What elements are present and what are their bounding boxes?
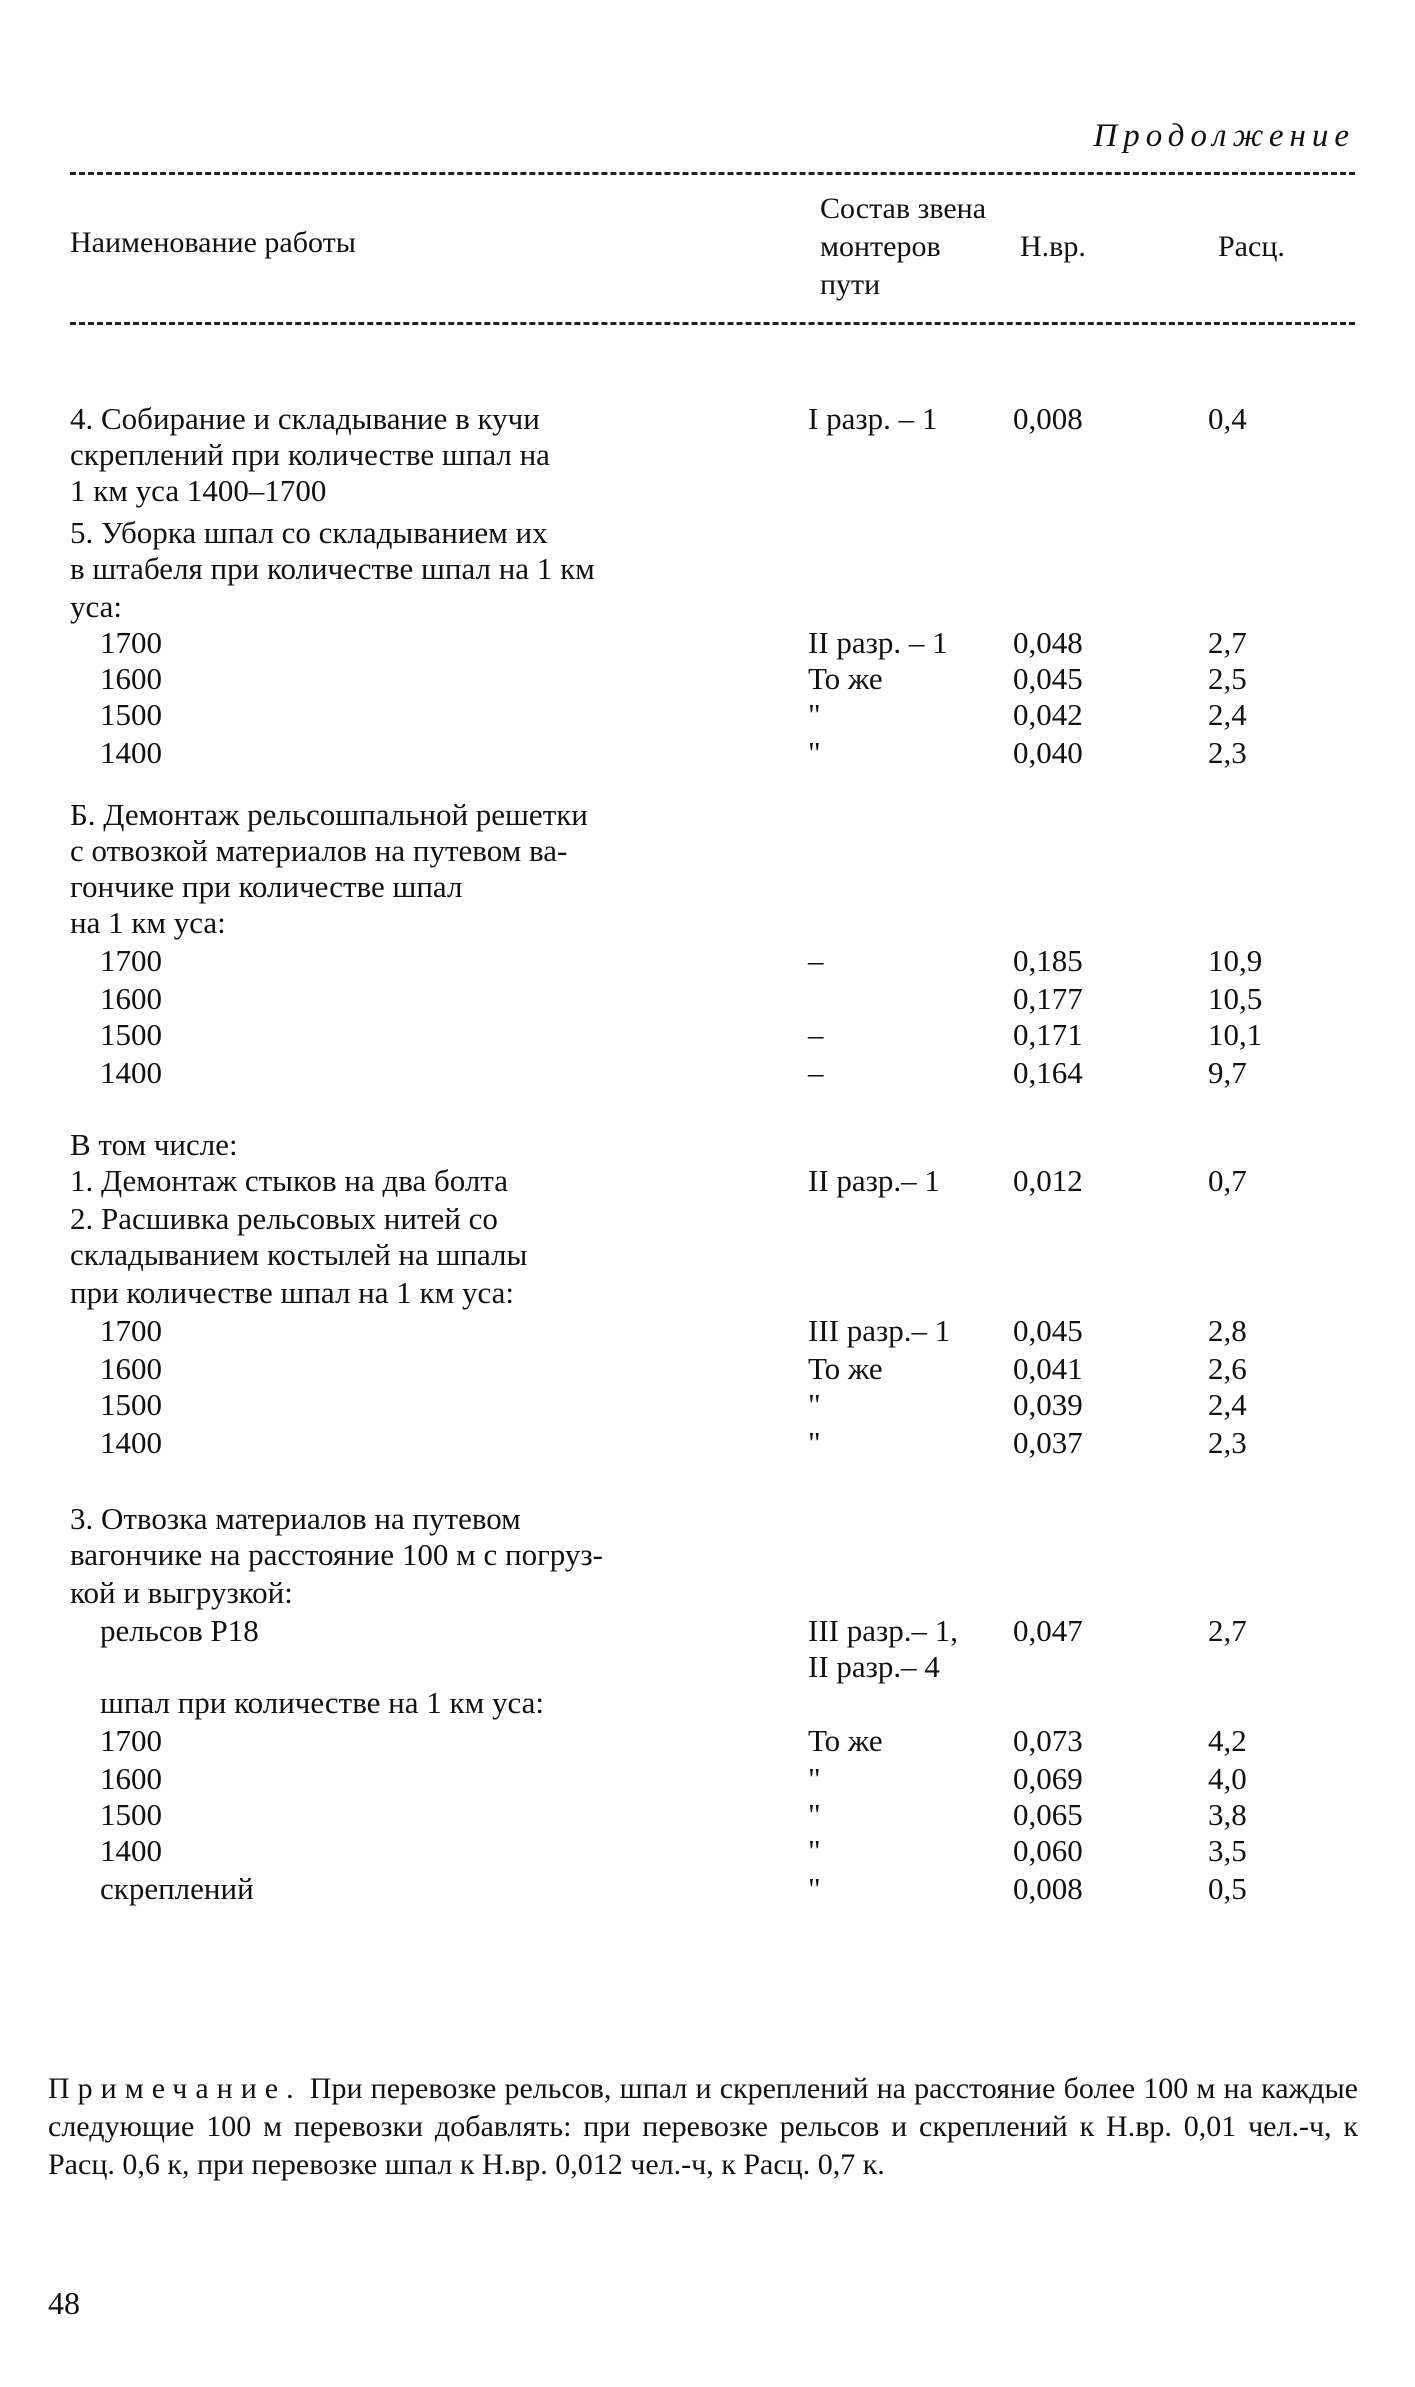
crew-cell: I разр. – 1 xyxy=(808,401,938,436)
work-name-cell: 1700 xyxy=(100,625,162,660)
work-name-cell: 1500 xyxy=(100,1387,162,1422)
time-norm-cell: 0,037 xyxy=(1013,1425,1083,1460)
crew-cell: То же xyxy=(808,1723,883,1758)
table-row xyxy=(0,832,1415,870)
work-name-cell: 1 км уса 1400–1700 xyxy=(70,473,327,508)
work-name-cell: 1600 xyxy=(100,1351,162,1386)
table-row xyxy=(0,400,1415,438)
work-name-cell: 2. Расшивка рельсовых нитей со xyxy=(70,1201,498,1236)
rate-cell: 2,4 xyxy=(1208,697,1247,732)
header-crew-line: монтеров xyxy=(820,230,941,263)
table-row xyxy=(0,1574,1415,1612)
table-row xyxy=(0,1722,1415,1760)
rate-cell: 4,0 xyxy=(1208,1761,1247,1796)
crew-cell: – xyxy=(808,943,824,978)
work-name-cell: 5. Уборка шпал со складыванием их xyxy=(70,515,548,550)
time-norm-cell: 0,008 xyxy=(1013,401,1083,436)
table-row xyxy=(0,980,1415,1018)
crew-cell: " xyxy=(808,1425,821,1460)
rate-cell: 10,5 xyxy=(1208,981,1263,1016)
rate-cell: 3,5 xyxy=(1208,1833,1247,1868)
table-row xyxy=(0,1536,1415,1574)
time-norm-cell: 0,045 xyxy=(1013,1313,1083,1348)
rate-cell: 2,5 xyxy=(1208,661,1247,696)
work-name-cell: 1400 xyxy=(100,1425,162,1460)
rate-cell: 2,8 xyxy=(1208,1313,1247,1348)
table-row xyxy=(0,1126,1415,1164)
work-name-cell: 1400 xyxy=(100,1833,162,1868)
continuation-label: Продолжение xyxy=(1093,118,1355,154)
time-norm-cell: 0,185 xyxy=(1013,943,1083,978)
table-row xyxy=(0,1386,1415,1424)
rate-cell: 2,3 xyxy=(1208,735,1247,770)
work-name-cell: 1500 xyxy=(100,1017,162,1052)
table-row xyxy=(0,1350,1415,1388)
work-name-cell: складыванием костылей на шпалы xyxy=(70,1237,528,1272)
rate-cell: 0,5 xyxy=(1208,1871,1247,1906)
page-number: 48 xyxy=(48,2285,80,2321)
crew-cell: " xyxy=(808,1387,821,1422)
table-row xyxy=(0,696,1415,734)
work-name-cell: 1700 xyxy=(100,1313,162,1348)
time-norm-cell: 0,171 xyxy=(1013,1017,1083,1052)
table-row xyxy=(0,1016,1415,1054)
rate-cell: 10,9 xyxy=(1208,943,1263,978)
note-text: При перевозке рельсов, шпал и скреплений на расстояние более 100 м на каждые следующие 100 м перевозки добавлять: при перевозке рельсов и скреплений к Н.вр. 0,01 чел.-ч, к Расц. 0,6 к, при перевозке шпал к Н.вр. 0,012 чел.-ч, к Расц. 0,7 к. xyxy=(48,2072,1359,2181)
crew-cell: II разр. – 1 xyxy=(808,625,948,660)
crew-cell: " xyxy=(808,1833,821,1868)
rate-cell: 0,7 xyxy=(1208,1163,1247,1198)
time-norm-cell: 0,040 xyxy=(1013,735,1083,770)
work-name-cell: 1600 xyxy=(100,981,162,1016)
work-name-cell: гончике при количестве шпал xyxy=(70,869,463,904)
rate-cell: 2,4 xyxy=(1208,1387,1247,1422)
crew-cell: " xyxy=(808,1871,821,1906)
header-crew-line: пути xyxy=(820,268,881,301)
table-row xyxy=(0,1648,1415,1686)
table-row xyxy=(0,904,1415,942)
rate-cell: 3,8 xyxy=(1208,1797,1247,1832)
header-rate: Расц. xyxy=(1218,230,1285,263)
time-norm-cell: 0,177 xyxy=(1013,981,1083,1016)
rate-cell: 2,7 xyxy=(1208,1613,1247,1648)
work-name-cell: 1600 xyxy=(100,661,162,696)
table-row xyxy=(0,660,1415,698)
work-name-cell: на 1 км уса: xyxy=(70,905,226,940)
work-name-cell: скреплений xyxy=(100,1871,254,1906)
table-row xyxy=(0,868,1415,906)
table-row xyxy=(0,734,1415,772)
crew-cell: III разр.– 1, xyxy=(808,1613,958,1648)
rate-cell: 2,6 xyxy=(1208,1351,1247,1386)
table-row xyxy=(0,1274,1415,1312)
time-norm-cell: 0,048 xyxy=(1013,625,1083,660)
work-name-cell: кой и выгрузкой: xyxy=(70,1575,293,1610)
table-row xyxy=(0,942,1415,980)
header-crew-line: Состав звена xyxy=(820,192,987,225)
table-row xyxy=(0,588,1415,626)
work-name-cell: вагончике на расстояние 100 м с погруз- xyxy=(70,1537,603,1572)
work-name-cell: 3. Отвозка материалов на путевом xyxy=(70,1501,521,1536)
crew-cell: – xyxy=(808,1017,824,1052)
crew-cell: " xyxy=(808,1797,821,1832)
crew-cell: II разр.– 4 xyxy=(808,1649,940,1684)
header-crew xyxy=(820,190,986,304)
work-name-cell: уса: xyxy=(70,589,123,624)
table-row xyxy=(0,550,1415,588)
header-top-rule xyxy=(70,172,1355,175)
crew-cell: То же xyxy=(808,1351,883,1386)
work-name-cell: 1. Демонтаж стыков на два болта xyxy=(70,1163,508,1198)
work-name-cell: шпал при количестве на 1 км уса: xyxy=(100,1685,544,1720)
header-bottom-rule xyxy=(70,322,1355,325)
work-name-cell: при количестве шпал на 1 км уса: xyxy=(70,1275,514,1310)
table-row xyxy=(0,1424,1415,1462)
time-norm-cell: 0,045 xyxy=(1013,661,1083,696)
rate-cell: 0,4 xyxy=(1208,401,1247,436)
time-norm-cell: 0,039 xyxy=(1013,1387,1083,1422)
table-row xyxy=(0,1162,1415,1200)
time-norm-cell: 0,041 xyxy=(1013,1351,1083,1386)
table-row xyxy=(0,1236,1415,1274)
time-norm-cell: 0,012 xyxy=(1013,1163,1083,1198)
work-name-cell: 1500 xyxy=(100,1797,162,1832)
time-norm-cell: 0,060 xyxy=(1013,1833,1083,1868)
table-row xyxy=(0,436,1415,474)
crew-cell: III разр.– 1 xyxy=(808,1313,951,1348)
time-norm-cell: 0,164 xyxy=(1013,1055,1083,1090)
crew-cell: " xyxy=(808,735,821,770)
crew-cell: " xyxy=(808,1761,821,1796)
header-time-norm: Н.вр. xyxy=(1020,230,1086,263)
work-name-cell: В том числе: xyxy=(70,1127,238,1162)
work-name-cell: 1500 xyxy=(100,697,162,732)
table-row xyxy=(0,624,1415,662)
table-row xyxy=(0,1760,1415,1798)
table-row xyxy=(0,472,1415,510)
work-name-cell: 1600 xyxy=(100,1761,162,1796)
table-row xyxy=(0,1796,1415,1834)
table-row xyxy=(0,796,1415,834)
rate-cell: 2,3 xyxy=(1208,1425,1247,1460)
rate-cell: 9,7 xyxy=(1208,1055,1247,1090)
work-name-cell: в штабеля при количестве шпал на 1 км xyxy=(70,551,595,586)
rate-cell: 10,1 xyxy=(1208,1017,1263,1052)
time-norm-cell: 0,073 xyxy=(1013,1723,1083,1758)
time-norm-cell: 0,069 xyxy=(1013,1761,1083,1796)
work-name-cell: 1400 xyxy=(100,1055,162,1090)
work-name-cell: 1400 xyxy=(100,735,162,770)
work-name-cell: 1700 xyxy=(100,1723,162,1758)
table-row xyxy=(0,1684,1415,1722)
header-work-name: Наименование работы xyxy=(70,226,356,259)
table-row xyxy=(0,1612,1415,1650)
rate-cell: 4,2 xyxy=(1208,1723,1247,1758)
table-row xyxy=(0,1312,1415,1350)
crew-cell: II разр.– 1 xyxy=(808,1163,940,1198)
crew-cell: – xyxy=(808,1055,824,1090)
table-row xyxy=(0,1500,1415,1538)
time-norm-cell: 0,008 xyxy=(1013,1871,1083,1906)
work-name-cell: 4. Собирание и складывание в кучи xyxy=(70,401,540,436)
work-name-cell: с отвозкой материалов на путевом ва- xyxy=(70,833,568,868)
work-name-cell: 1700 xyxy=(100,943,162,978)
time-norm-cell: 0,042 xyxy=(1013,697,1083,732)
crew-cell: " xyxy=(808,697,821,732)
work-name-cell: скреплений при количестве шпал на xyxy=(70,437,550,472)
rate-cell: 2,7 xyxy=(1208,625,1247,660)
work-name-cell: рельсов Р18 xyxy=(100,1613,259,1648)
table-row xyxy=(0,1200,1415,1238)
time-norm-cell: 0,047 xyxy=(1013,1613,1083,1648)
table-row xyxy=(0,514,1415,552)
note-lead: Примечание. xyxy=(48,2072,302,2105)
crew-cell: То же xyxy=(808,661,883,696)
table-row xyxy=(0,1054,1415,1092)
table-row xyxy=(0,1870,1415,1908)
work-name-cell: Б. Демонтаж рельсошпальной решетки xyxy=(70,797,588,832)
time-norm-cell: 0,065 xyxy=(1013,1797,1083,1832)
table-row xyxy=(0,1832,1415,1870)
note xyxy=(48,2070,1358,2184)
